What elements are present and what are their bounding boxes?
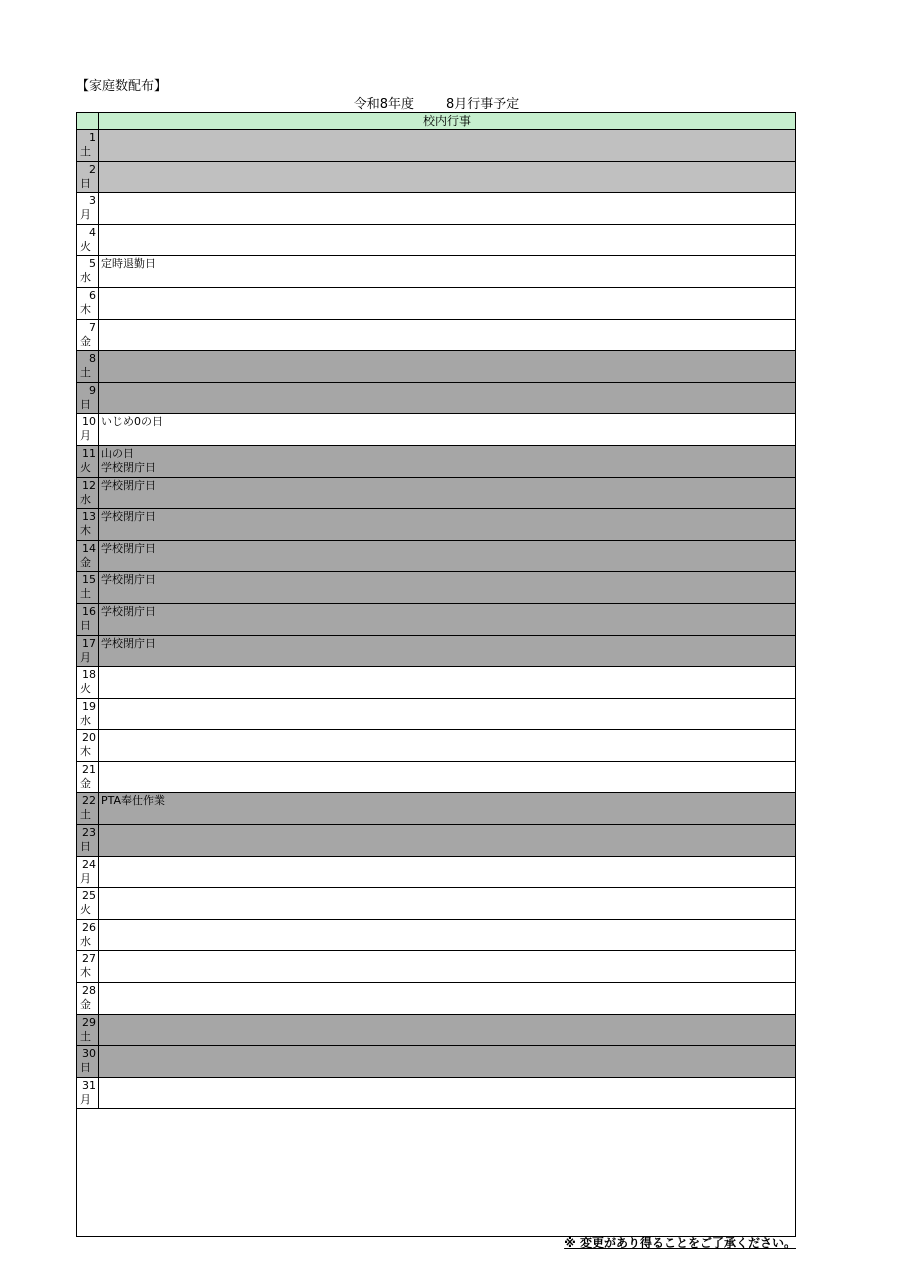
table-row xyxy=(77,762,795,794)
day-cell xyxy=(77,572,99,603)
day-number: 4 xyxy=(89,225,96,239)
day-cell xyxy=(77,604,99,635)
event-cell xyxy=(99,730,795,761)
header-day-cell xyxy=(77,113,99,129)
weekday: 木 xyxy=(80,302,91,316)
weekday: 日 xyxy=(80,618,91,632)
day-cell xyxy=(77,825,99,856)
day-number: 30 xyxy=(82,1047,96,1061)
day-cell xyxy=(77,699,99,730)
weekday: 火 xyxy=(80,682,91,696)
day-number: 9 xyxy=(89,383,96,397)
event-cell xyxy=(99,193,795,224)
weekday: 日 xyxy=(80,397,91,411)
weekday: 土 xyxy=(80,587,91,601)
event-cell xyxy=(99,351,795,382)
event-cell xyxy=(99,636,795,667)
day-number: 7 xyxy=(89,320,96,334)
table-row xyxy=(77,193,795,225)
event-cell xyxy=(99,920,795,951)
footer-note: ※ 変更があり得ることをご了承ください。 xyxy=(564,1236,796,1250)
event-text: 学校閉庁日 xyxy=(101,510,156,524)
event-cell xyxy=(99,983,795,1014)
day-cell xyxy=(77,541,99,572)
event-cell xyxy=(99,225,795,256)
event-cell xyxy=(99,1015,795,1046)
day-cell xyxy=(77,730,99,761)
day-number: 20 xyxy=(82,731,96,745)
notes-area xyxy=(77,1109,795,1236)
table-row xyxy=(77,1015,795,1047)
event-text: 定時退勤日 xyxy=(101,257,156,271)
event-cell xyxy=(99,1078,795,1109)
table-row xyxy=(77,288,795,320)
day-cell xyxy=(77,1015,99,1046)
schedule-table xyxy=(76,112,796,1237)
day-cell xyxy=(77,857,99,888)
table-header xyxy=(77,113,795,130)
event-cell xyxy=(99,383,795,414)
day-cell xyxy=(77,983,99,1014)
weekday: 土 xyxy=(80,1029,91,1043)
weekday: 土 xyxy=(80,808,91,822)
event-cell xyxy=(99,825,795,856)
day-cell xyxy=(77,478,99,509)
table-row xyxy=(77,130,795,162)
event-cell xyxy=(99,1046,795,1077)
event-text: 学校閉庁日 xyxy=(101,573,156,587)
table-row xyxy=(77,667,795,699)
table-row xyxy=(77,256,795,288)
event-text: 学校閉庁日 xyxy=(101,460,156,474)
event-cell xyxy=(99,256,795,287)
weekday: 金 xyxy=(80,776,91,790)
day-cell xyxy=(77,667,99,698)
table-row xyxy=(77,414,795,446)
table-row xyxy=(77,446,795,478)
day-number: 26 xyxy=(82,920,96,934)
table-row xyxy=(77,604,795,636)
day-cell xyxy=(77,256,99,287)
day-number: 2 xyxy=(89,162,96,176)
event-cell xyxy=(99,667,795,698)
weekday: 金 xyxy=(80,334,91,348)
event-cell xyxy=(99,951,795,982)
weekday: 月 xyxy=(80,871,91,885)
day-number: 22 xyxy=(82,794,96,808)
event-cell xyxy=(99,572,795,603)
day-number: 28 xyxy=(82,984,96,998)
event-cell xyxy=(99,541,795,572)
day-cell xyxy=(77,225,99,256)
table-row xyxy=(77,320,795,352)
table-row xyxy=(77,509,795,541)
table-row xyxy=(77,1078,795,1110)
event-cell xyxy=(99,288,795,319)
day-number: 11 xyxy=(82,446,96,460)
event-cell xyxy=(99,130,795,161)
weekday: 金 xyxy=(80,998,91,1012)
table-row xyxy=(77,351,795,383)
day-cell xyxy=(77,414,99,445)
event-text: 山の日 xyxy=(101,446,134,460)
table-row xyxy=(77,572,795,604)
day-rows xyxy=(77,130,795,1109)
event-cell xyxy=(99,888,795,919)
weekday: 水 xyxy=(80,492,91,506)
day-number: 8 xyxy=(89,352,96,366)
day-number: 16 xyxy=(82,604,96,618)
event-cell xyxy=(99,793,795,824)
day-number: 29 xyxy=(82,1015,96,1029)
event-cell xyxy=(99,446,795,477)
day-cell xyxy=(77,320,99,351)
table-row xyxy=(77,983,795,1015)
weekday: 火 xyxy=(80,903,91,917)
day-cell xyxy=(77,1046,99,1077)
weekday: 月 xyxy=(80,650,91,664)
event-cell xyxy=(99,857,795,888)
day-cell xyxy=(77,130,99,161)
event-text: 学校閉庁日 xyxy=(101,478,156,492)
weekday: 火 xyxy=(80,239,91,253)
day-number: 12 xyxy=(82,478,96,492)
day-cell xyxy=(77,920,99,951)
distribution-label: 【家庭数配布】 xyxy=(76,79,168,94)
day-number: 3 xyxy=(89,194,96,208)
day-number: 17 xyxy=(82,636,96,650)
day-cell xyxy=(77,636,99,667)
day-number: 18 xyxy=(82,668,96,682)
day-cell xyxy=(77,888,99,919)
day-number: 6 xyxy=(89,288,96,302)
weekday: 月 xyxy=(80,208,91,222)
event-cell xyxy=(99,509,795,540)
weekday: 水 xyxy=(80,271,91,285)
day-number: 13 xyxy=(82,510,96,524)
day-number: 19 xyxy=(82,699,96,713)
weekday: 土 xyxy=(80,366,91,380)
fiscal-year: 令和8年度 xyxy=(353,97,414,112)
table-row xyxy=(77,793,795,825)
weekday: 月 xyxy=(80,1092,91,1106)
weekday: 金 xyxy=(80,555,91,569)
weekday: 日 xyxy=(80,176,91,190)
event-text: 学校閉庁日 xyxy=(101,604,156,618)
table-row xyxy=(77,636,795,668)
table-row xyxy=(77,383,795,415)
weekday: 水 xyxy=(80,934,91,948)
day-number: 24 xyxy=(82,857,96,871)
day-cell xyxy=(77,193,99,224)
event-text: いじめ0の日 xyxy=(101,415,163,429)
event-cell xyxy=(99,414,795,445)
day-cell xyxy=(77,1078,99,1109)
table-row xyxy=(77,730,795,762)
event-cell xyxy=(99,478,795,509)
event-cell xyxy=(99,162,795,193)
day-number: 27 xyxy=(82,952,96,966)
event-cell xyxy=(99,762,795,793)
weekday: 火 xyxy=(80,460,91,474)
table-row xyxy=(77,825,795,857)
day-cell xyxy=(77,351,99,382)
table-row xyxy=(77,857,795,889)
weekday: 水 xyxy=(80,713,91,727)
day-cell xyxy=(77,951,99,982)
day-cell xyxy=(77,288,99,319)
table-row xyxy=(77,1046,795,1078)
day-number: 14 xyxy=(82,541,96,555)
column-header-school-events: 校内行事 xyxy=(99,113,795,129)
day-cell xyxy=(77,509,99,540)
day-number: 1 xyxy=(89,131,96,144)
event-text: 学校閉庁日 xyxy=(101,636,156,650)
weekday: 日 xyxy=(80,840,91,854)
event-cell xyxy=(99,320,795,351)
table-row xyxy=(77,920,795,952)
weekday: 木 xyxy=(80,524,91,538)
weekday: 木 xyxy=(80,966,91,980)
weekday: 日 xyxy=(80,1061,91,1075)
page-title xyxy=(76,93,797,112)
day-number: 21 xyxy=(82,762,96,776)
day-cell xyxy=(77,446,99,477)
month-title: 8月行事予定 xyxy=(446,97,520,112)
day-cell xyxy=(77,162,99,193)
weekday: 土 xyxy=(80,145,91,158)
table-row xyxy=(77,478,795,510)
table-row xyxy=(77,162,795,194)
table-row xyxy=(77,225,795,257)
table-row xyxy=(77,888,795,920)
day-number: 10 xyxy=(82,415,96,429)
table-row xyxy=(77,699,795,731)
weekday: 月 xyxy=(80,429,91,443)
day-number: 23 xyxy=(82,826,96,840)
day-cell xyxy=(77,793,99,824)
event-cell xyxy=(99,604,795,635)
day-number: 15 xyxy=(82,573,96,587)
day-number: 25 xyxy=(82,889,96,903)
table-row xyxy=(77,951,795,983)
day-number: 31 xyxy=(82,1078,96,1092)
day-cell xyxy=(77,762,99,793)
table-row xyxy=(77,541,795,573)
event-cell xyxy=(99,699,795,730)
event-text: PTA奉仕作業 xyxy=(101,794,166,808)
weekday: 木 xyxy=(80,745,91,759)
day-number: 5 xyxy=(89,257,96,271)
event-text: 学校閉庁日 xyxy=(101,541,156,555)
day-cell xyxy=(77,383,99,414)
